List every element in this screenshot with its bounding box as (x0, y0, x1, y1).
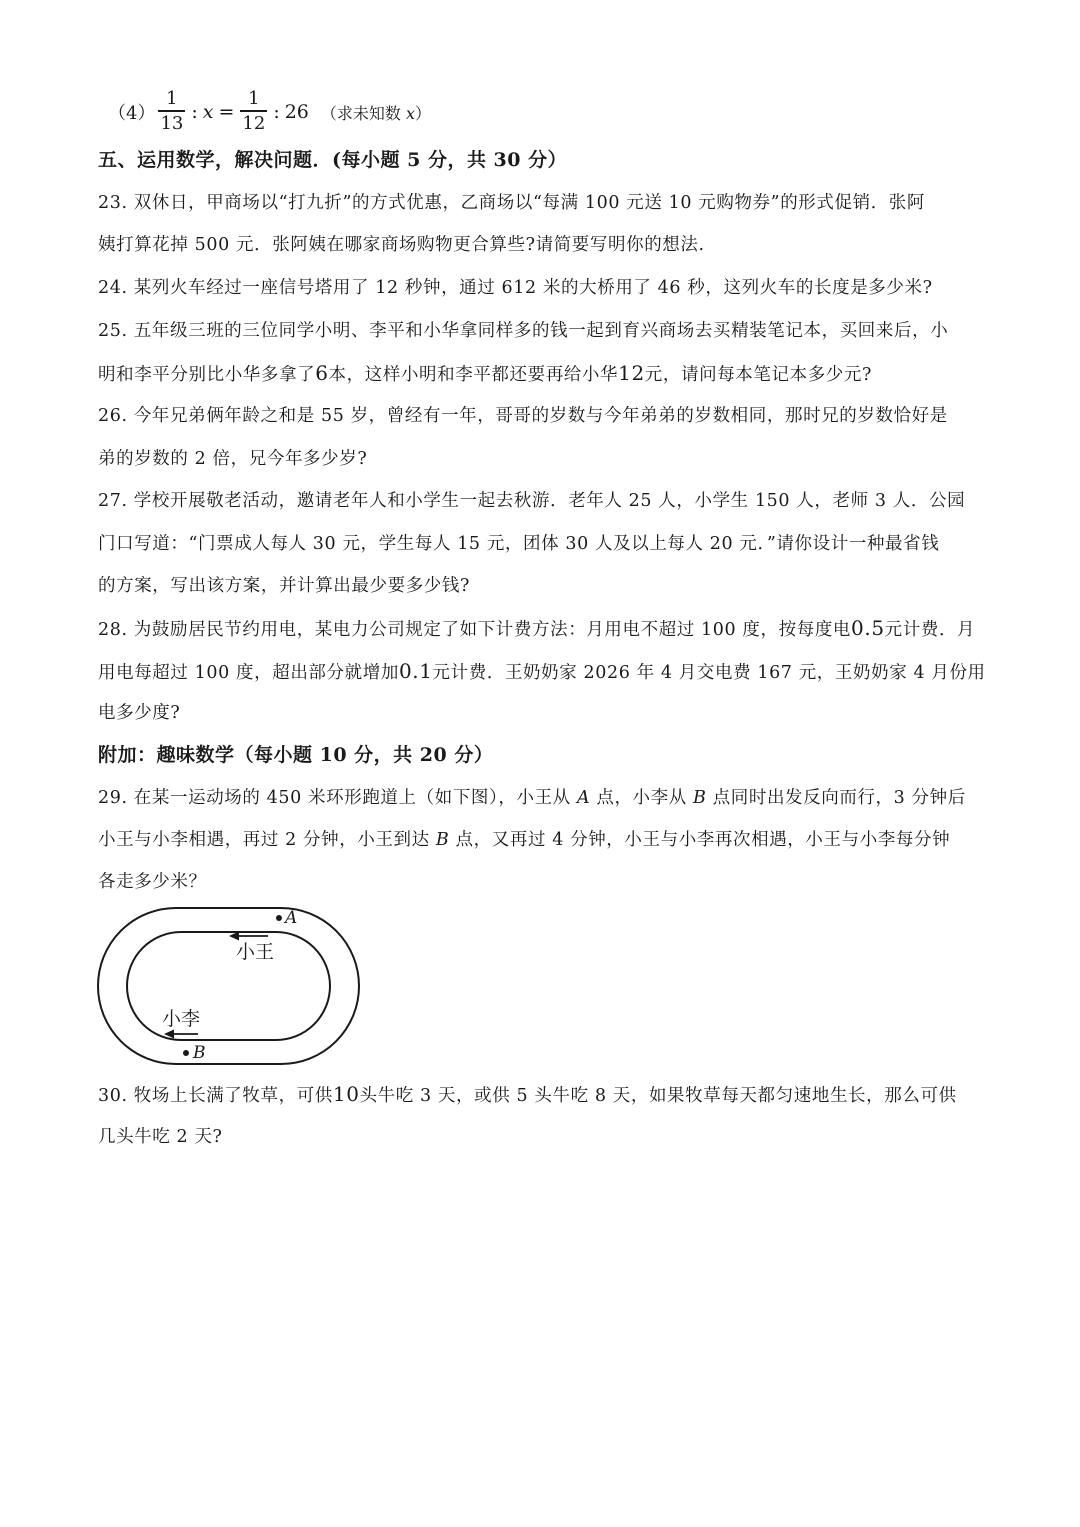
equation-index: （4） (108, 103, 156, 124)
equals-symbol: = (218, 101, 235, 123)
section-5-heading: 五、运用数学，解决问题．(每小题 5 分，共 30 分） (98, 149, 568, 171)
label-xiao-wang: 小王 (236, 941, 275, 963)
label-point-b: B (193, 1043, 206, 1063)
question-28-line-2: 用电每超过 100 度，超出部分就增加0.1元计费．王奶奶家 2026 年 4 月交电费 167 元，王奶奶家 4 月份用 (98, 659, 986, 683)
label-point-a: A (285, 908, 298, 928)
fraction-denominator: 13 (160, 112, 184, 134)
point-a-dot (276, 915, 282, 921)
question-26-line-2: 弟的岁数的 2 倍，兄今年多少岁? (98, 449, 368, 469)
question-30-line-2: 几头牛吃 2 天? (98, 1127, 223, 1147)
label-xiao-li: 小李 (162, 1008, 201, 1030)
fraction-1-13 (158, 88, 185, 135)
equation-note: （求未知数 x） (320, 103, 432, 123)
question-26-line-1: 26. 今年兄弟俩年龄之和是 55 岁，曾经有一年，哥哥的岁数与今年弟弟的岁数相同，那时兄的岁数恰好是 (98, 406, 948, 426)
question-25-line-2: 明和李平分别比小华多拿了6本，这样小明和李平都还要再给小华12元，请问每本笔记本多少元? (98, 361, 872, 385)
running-track-figure (96, 905, 362, 1067)
fraction-numerator: 1 (166, 88, 178, 110)
question-27-line-1: 27. 学校开展敬老活动，邀请老年人和小学生一起去秋游．老年人 25 人，小学生 150 人，老师 3 人．公园 (98, 491, 966, 511)
track-diagram (96, 905, 362, 1067)
equation-value: 26 (284, 101, 309, 123)
variable-x: x (202, 101, 214, 123)
equation-4 (108, 84, 431, 140)
fraction-denominator: 12 (242, 112, 266, 134)
fraction-1-12 (240, 88, 267, 135)
question-24-line-1: 24. 某列火车经过一座信号塔用了 12 秒钟，通过 612 米的大桥用了 46 秒，这列火车的长度是多少米? (98, 278, 933, 298)
arrow-left-icon (164, 1030, 198, 1039)
question-29-line-1: 29. 在某一运动场的 450 米环形跑道上（如下图），小王从 A 点，小李从 B 点同时出发反向而行，3 分钟后 (98, 788, 966, 808)
question-28-line-3: 电多少度? (98, 703, 181, 723)
inner-track (127, 932, 330, 1040)
fraction-numerator: 1 (248, 88, 260, 110)
bonus-section-heading: 附加：趣味数学（每小题 10 分，共 20 分） (98, 744, 494, 766)
question-30-line-1: 30. 牧场上长满了牧草，可供10头牛吃 3 天，或供 5 头牛吃 8 天，如果牧草每天都匀速地生长，那么可供 (98, 1082, 957, 1106)
colon-symbol: : (273, 101, 280, 123)
question-29-line-2: 小王与小李相遇，再过 2 分钟，小王到达 B 点，又再过 4 分钟，小王与小李再次相遇，小王与小李每分钟 (98, 830, 951, 850)
question-23-line-2: 姨打算花掉 500 元．张阿姨在哪家商场购物更合算些?请简要写明你的想法. (98, 235, 705, 255)
question-29-line-3: 各走多少米？ (98, 872, 207, 892)
question-27-line-3: 的方案，写出该方案，并计算出最少要多少钱? (98, 576, 470, 596)
question-23-line-1: 23. 双休日，甲商场以“打九折”的方式优惠，乙商场以“每满 100 元送 10 元购物券”的形式促销．张阿 (98, 193, 925, 213)
question-25-line-1: 25. 五年级三班的三位同学小明、李平和小华拿同样多的钱一起到育兴商场去买精装笔记本，买回来后，小 (98, 321, 949, 341)
point-b-dot (183, 1050, 189, 1056)
colon-symbol: : (191, 101, 198, 123)
question-27-line-2: 门口写道：“门票成人每人 30 元，学生每人 15 元，团体 30 人及以上每人 20 元．”请你设计一种最省钱 (98, 534, 940, 554)
question-28-line-1: 28. 为鼓励居民节约用电，某电力公司规定了如下计费方法：月用电不超过 100 度，按每度电0.5元计费．月 (98, 616, 976, 640)
